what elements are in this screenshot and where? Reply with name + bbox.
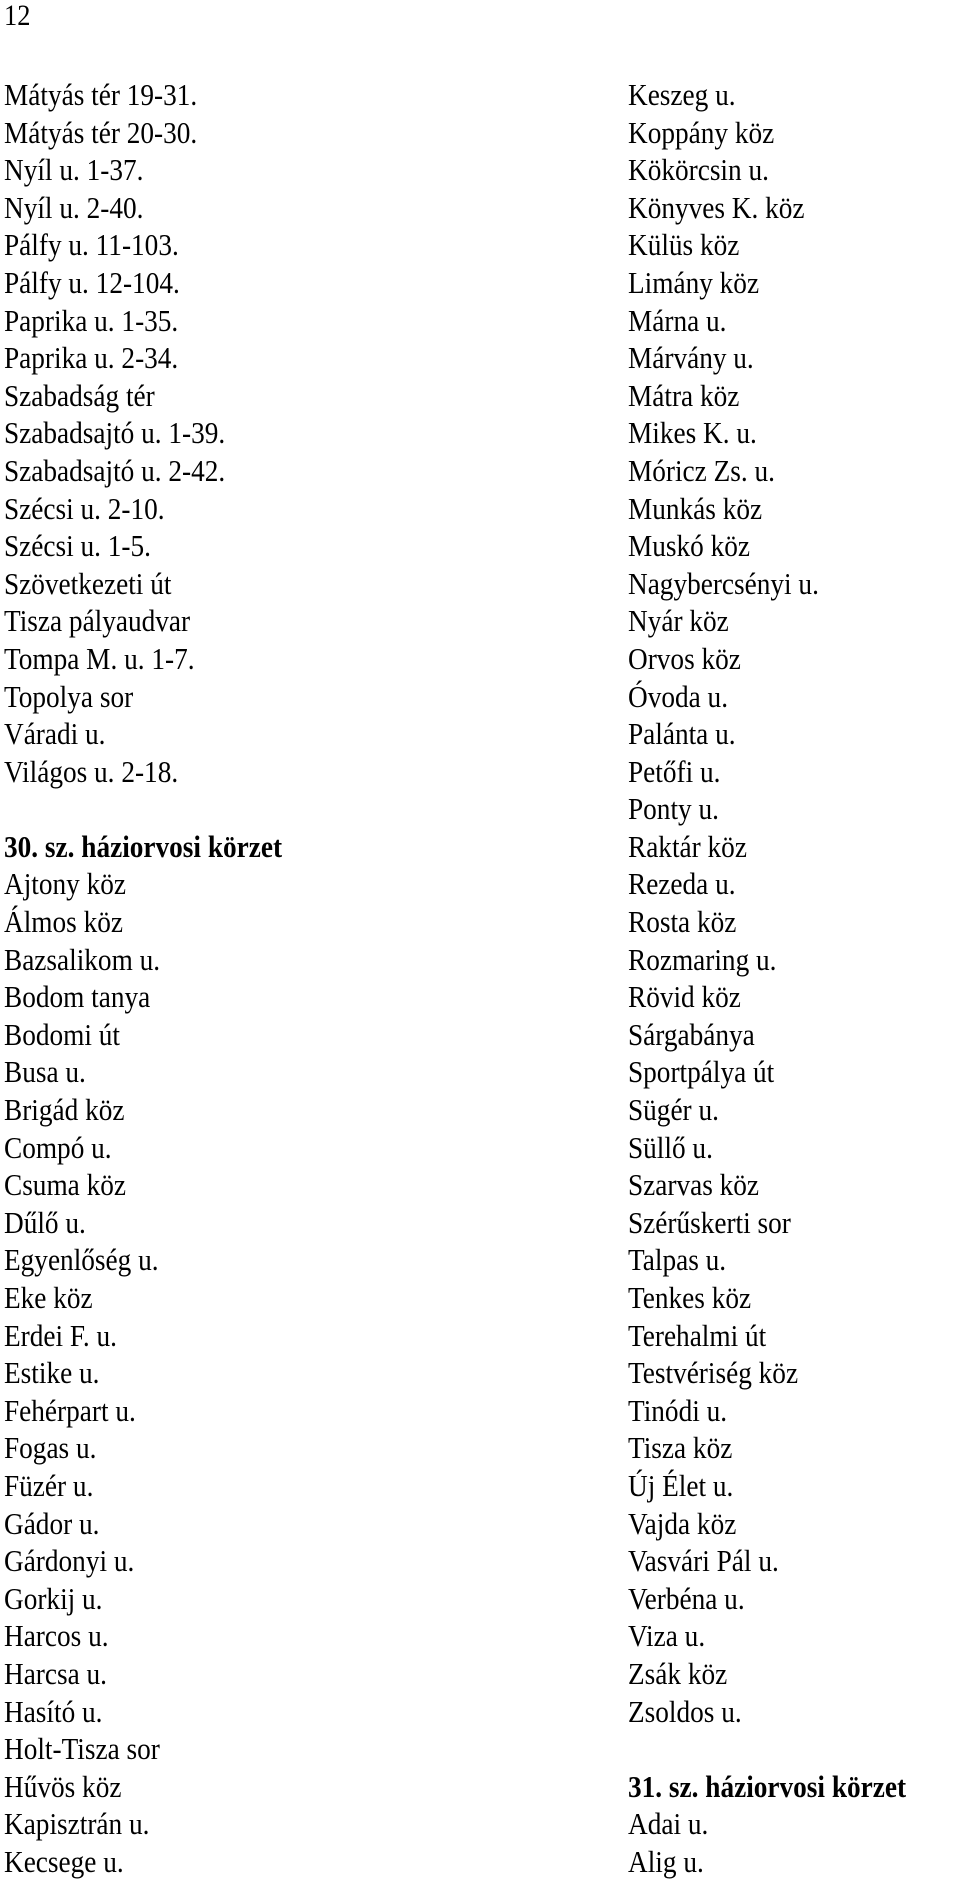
street-entry: Estike u. — [4, 1355, 100, 1391]
street-entry: Rövid köz — [628, 979, 741, 1015]
street-entry: Dűlő u. — [4, 1204, 86, 1240]
street-entry: Kökörcsin u. — [628, 152, 769, 188]
street-entry: Harcsa u. — [4, 1655, 108, 1691]
street-entry: Talpas u. — [628, 1242, 727, 1278]
street-entry: Egyenlőség u. — [4, 1242, 159, 1278]
street-entry: Nagybercsényi u. — [628, 565, 819, 601]
street-entry: Fehérpart u. — [4, 1392, 136, 1428]
street-entry: Szécsi u. 2-10. — [4, 490, 165, 526]
street-entry: Topolya sor — [4, 678, 134, 714]
street-entry: Szécsi u. 1-5. — [4, 528, 151, 564]
street-entry: Munkás köz — [628, 490, 763, 526]
street-entry: Harcos u. — [4, 1618, 109, 1654]
street-entry: Sportpálya út — [628, 1054, 775, 1090]
street-entry: Rezeda u. — [628, 866, 736, 902]
street-entry: Szarvas köz — [628, 1167, 760, 1203]
street-entry: Mátra köz — [628, 377, 740, 413]
street-entry: Zsák köz — [628, 1655, 728, 1691]
street-entry: Muskó köz — [628, 528, 751, 564]
street-entry: Palánta u. — [628, 716, 736, 752]
street-entry: Sügér u. — [628, 1092, 719, 1128]
street-entry: Sárgabánya — [628, 1016, 755, 1052]
street-entry: Világos u. 2-18. — [4, 753, 179, 789]
street-entry: Új Élet u. — [628, 1467, 734, 1503]
street-entry: Vasvári Pál u. — [628, 1543, 779, 1579]
street-entry: Holt-Tisza sor — [4, 1731, 160, 1767]
street-entry: Szabadsajtó u. 2-42. — [4, 452, 226, 488]
district-heading: 30. sz. háziorvosi körzet — [4, 828, 283, 864]
street-entry: Bodomi út — [4, 1016, 120, 1052]
street-entry: Gádor u. — [4, 1505, 100, 1541]
street-entry: Vajda köz — [628, 1505, 737, 1541]
street-entry: Petőfi u. — [628, 753, 721, 789]
street-entry: Busa u. — [4, 1054, 86, 1090]
street-entry: Paprika u. 2-34. — [4, 340, 179, 376]
street-entry: Zsoldos u. — [628, 1693, 742, 1729]
street-entry: Móricz Zs. u. — [628, 452, 775, 488]
street-entry: Szabadság tér — [4, 377, 155, 413]
street-entry: Ponty u. — [628, 791, 719, 827]
street-entry: Márna u. — [628, 302, 727, 338]
right-column — [628, 76, 906, 1881]
street-entry: Nyíl u. 1-37. — [4, 152, 144, 188]
page-number: 12 — [4, 0, 31, 32]
street-entry: Pálfy u. 12-104. — [4, 264, 180, 300]
street-entry: Fogas u. — [4, 1430, 97, 1466]
street-entry: Viza u. — [628, 1618, 706, 1654]
street-entry: Szérűskerti sor — [628, 1204, 791, 1240]
street-entry: Limány köz — [628, 264, 760, 300]
street-entry: Könyves K. köz — [628, 189, 805, 225]
street-entry: Márvány u. — [628, 340, 754, 376]
street-entry: Tenkes köz — [628, 1280, 752, 1315]
street-entry: Mátyás tér 20-30. — [4, 114, 198, 150]
street-entry: Erdei F. u. — [4, 1317, 117, 1353]
street-entry: Adai u. — [628, 1806, 709, 1842]
street-entry: Bodom tanya — [4, 979, 151, 1015]
street-entry: Hasító u. — [4, 1693, 103, 1729]
street-entry: Füzér u. — [4, 1467, 94, 1503]
street-entry: Testvériség köz — [628, 1355, 799, 1391]
street-entry: Csuma köz — [4, 1167, 126, 1203]
street-entry: Paprika u. 1-35. — [4, 302, 179, 338]
street-entry: Álmos köz — [4, 904, 123, 940]
street-entry: Terehalmi út — [628, 1317, 767, 1353]
street-entry: Alig u. — [628, 1843, 704, 1879]
street-entry: Nyíl u. 2-40. — [4, 189, 144, 225]
district-heading: 31. sz. háziorvosi körzet — [628, 1768, 907, 1804]
street-entry: Szabadsajtó u. 1-39. — [4, 415, 226, 451]
street-entry: Mátyás tér 19-31. — [4, 77, 198, 112]
street-entry: Külüs köz — [628, 227, 740, 263]
street-entry: Süllő u. — [628, 1129, 713, 1165]
street-entry: Tompa M. u. 1-7. — [4, 640, 195, 676]
street-entry: Ajtony köz — [4, 866, 126, 902]
street-entry: Koppány köz — [628, 114, 775, 150]
street-entry: Brigád köz — [4, 1092, 125, 1128]
street-entry: Verbéna u. — [628, 1580, 745, 1616]
street-entry: Kapisztrán u. — [4, 1806, 150, 1842]
left-column — [4, 76, 282, 1881]
street-entry: Compó u. — [4, 1129, 112, 1165]
blank-line — [628, 1730, 906, 1768]
street-entry: Raktár köz — [628, 828, 747, 864]
street-entry: Keszeg u. — [628, 77, 736, 112]
street-entry: Rozmaring u. — [628, 941, 777, 977]
street-entry: Rosta köz — [628, 904, 737, 940]
blank-line — [4, 790, 282, 828]
street-entry: Eke köz — [4, 1280, 93, 1315]
street-entry: Szövetkezeti út — [4, 565, 172, 601]
street-entry: Váradi u. — [4, 716, 106, 752]
street-entry: Mikes K. u. — [628, 415, 757, 451]
street-entry: Gorkij u. — [4, 1580, 103, 1616]
street-entry: Kecsege u. — [4, 1843, 124, 1879]
street-entry: Pálfy u. 11-103. — [4, 227, 179, 263]
street-entry: Orvos köz — [628, 640, 741, 676]
street-entry: Gárdonyi u. — [4, 1543, 135, 1579]
street-entry: Nyár köz — [628, 603, 729, 639]
street-entry: Tisza pályaudvar — [4, 603, 191, 639]
street-entry: Tisza köz — [628, 1430, 733, 1466]
street-entry: Óvoda u. — [628, 678, 729, 714]
street-entry: Tinódi u. — [628, 1392, 728, 1428]
street-entry: Bazsalikom u. — [4, 941, 161, 977]
street-entry: Hűvös köz — [4, 1768, 122, 1804]
